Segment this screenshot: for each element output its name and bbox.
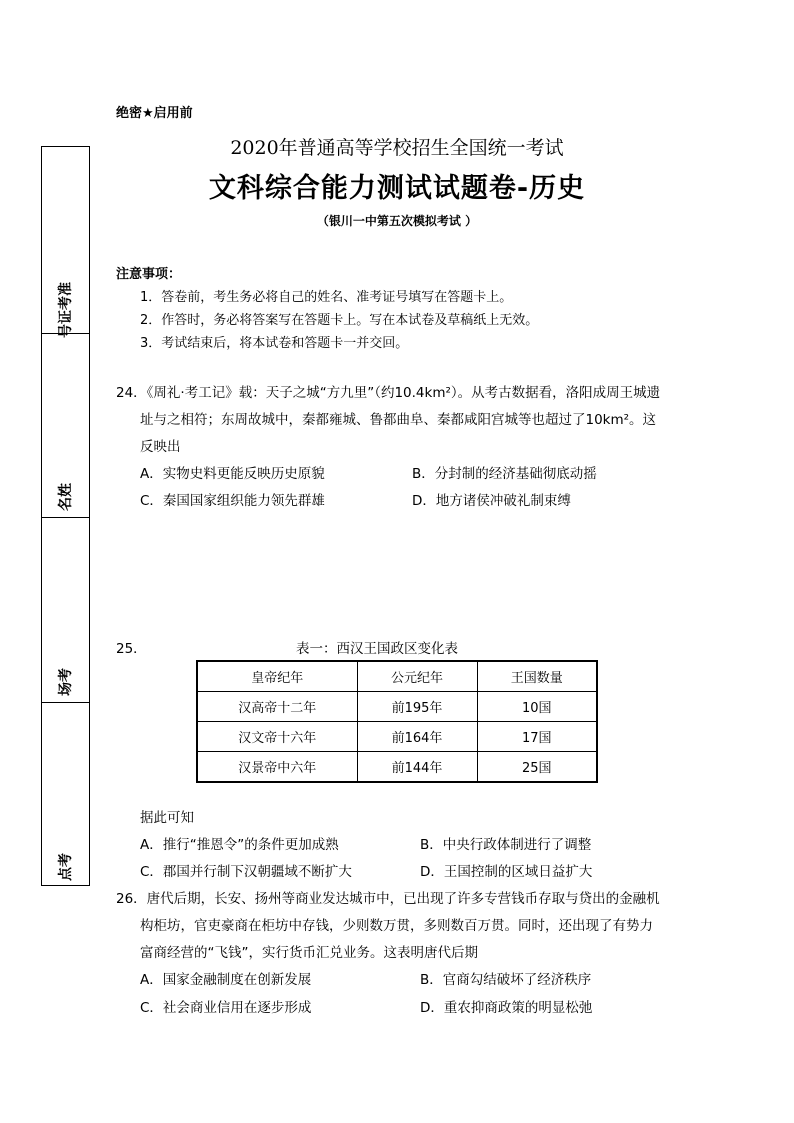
strip-label-char: 点 bbox=[57, 867, 74, 881]
table-cell: 前195年 bbox=[357, 692, 477, 722]
table-row bbox=[197, 692, 597, 722]
q24-option-a: A．实物史料更能反映历史原貌 bbox=[140, 466, 325, 482]
strip-label-char: 证 bbox=[57, 310, 74, 324]
q24-stem-line: 址与之相符；东周故城中，秦都雍城、鲁都曲阜、秦都咸阳宫城等也超过了10km²。这 bbox=[140, 412, 657, 428]
strip-label-char: 场 bbox=[57, 682, 74, 696]
table-cell: 汉高帝十二年 bbox=[197, 692, 357, 722]
q25-option-d: D．王国控制的区域日益扩大 bbox=[420, 864, 593, 880]
table-cell: 前164年 bbox=[357, 722, 477, 752]
table-row bbox=[197, 722, 597, 752]
q26-stem-line: 26．唐代后期，长安、扬州等商业发达城市中，已出现了许多专营钱币存取与贷出的金融机 bbox=[116, 891, 660, 907]
strip-divider bbox=[42, 517, 89, 518]
exam-title: 2020年普通高等学校招生全国统一考试 bbox=[230, 137, 564, 159]
q25-number: 25． bbox=[116, 641, 147, 657]
q26-stem-line: 构柜坊，官吏豪商在柜坊中存钱，少则数万贯，多则数百万贯。同时，还出现了有势力 bbox=[140, 918, 653, 934]
kingdom-change-table bbox=[196, 660, 598, 783]
strip-label-exam-id bbox=[42, 282, 89, 338]
table-cell: 前144年 bbox=[357, 752, 477, 783]
strip-label-char: 名 bbox=[57, 497, 74, 511]
table-header-cell: 公元纪年 bbox=[357, 661, 477, 692]
q24-option-b: B．分封制的经济基础彻底动摇 bbox=[412, 466, 597, 482]
table-header-row bbox=[197, 661, 597, 692]
table-cell: 汉文帝十六年 bbox=[197, 722, 357, 752]
q25-option-b: B．中央行政体制进行了调整 bbox=[420, 837, 592, 853]
notice-item: 3．考试结束后，将本试卷和答题卡一并交回。 bbox=[140, 336, 409, 351]
notice-item: 1．答卷前，考生务必将自己的姓名、准考证号填写在答题卡上。 bbox=[140, 290, 513, 305]
strip-label-char: 考 bbox=[57, 668, 74, 682]
strip-label-char: 准 bbox=[57, 282, 74, 296]
strip-label-char: 考 bbox=[57, 296, 74, 310]
strip-label-exam-room bbox=[42, 662, 89, 702]
strip-divider bbox=[42, 702, 89, 703]
q24-stem-line: 24．《周礼·考工记》载：天子之城“方九里”（约10.4km²）。从考古数据看，洛阳成周王城遗 bbox=[116, 385, 661, 401]
binding-strip bbox=[41, 146, 90, 886]
table-header-cell: 王国数量 bbox=[477, 661, 597, 692]
q26-option-d: D．重农抑商政策的明显松弛 bbox=[420, 1000, 593, 1016]
strip-label-char: 姓 bbox=[57, 483, 74, 497]
strip-label-name bbox=[42, 477, 89, 517]
table-cell: 10国 bbox=[477, 692, 597, 722]
table-header-cell: 皇帝纪年 bbox=[197, 661, 357, 692]
q26-option-a: A．国家金融制度在创新发展 bbox=[140, 972, 312, 988]
q24-option-d: D．地方诸侯冲破礼制束缚 bbox=[412, 493, 571, 509]
q24-option-c: C．秦国国家组织能力领先群雄 bbox=[140, 493, 325, 509]
table-cell: 汉景帝中六年 bbox=[197, 752, 357, 783]
sub-title: （银川一中第五次模拟考试 ） bbox=[316, 214, 478, 228]
q26-stem-line: 富商经营的“飞钱”，实行货币汇兑业务。这表明唐代后期 bbox=[140, 945, 478, 961]
q25-option-c: C．郡国并行制下汉朝疆域不断扩大 bbox=[140, 864, 352, 880]
strip-label-exam-site bbox=[42, 847, 89, 887]
notice-item: 2．作答时，务必将答案写在答题卡上。写在本试卷及草稿纸上无效。 bbox=[140, 313, 539, 328]
strip-label-char: 号 bbox=[57, 324, 74, 338]
q25-stem: 据此可知 bbox=[140, 810, 194, 826]
q26-option-c: C．社会商业信用在逐步形成 bbox=[140, 1000, 312, 1016]
strip-label-char: 考 bbox=[57, 853, 74, 867]
q24-stem-line: 反映出 bbox=[140, 439, 181, 455]
q26-option-b: B．官商勾结破坏了经济秩序 bbox=[420, 972, 592, 988]
notice-heading: 注意事项： bbox=[116, 267, 182, 282]
table-row bbox=[197, 752, 597, 783]
confidential-mark: 绝密★启用前 bbox=[116, 106, 193, 121]
table-caption: 表一：西汉王国政区变化表 bbox=[296, 641, 458, 657]
table-cell: 25国 bbox=[477, 752, 597, 783]
q25-option-a: A．推行“推恩令”的条件更加成熟 bbox=[140, 837, 339, 853]
main-title: 文科综合能力测试试题卷-历史 bbox=[208, 173, 586, 204]
table-cell: 17国 bbox=[477, 722, 597, 752]
